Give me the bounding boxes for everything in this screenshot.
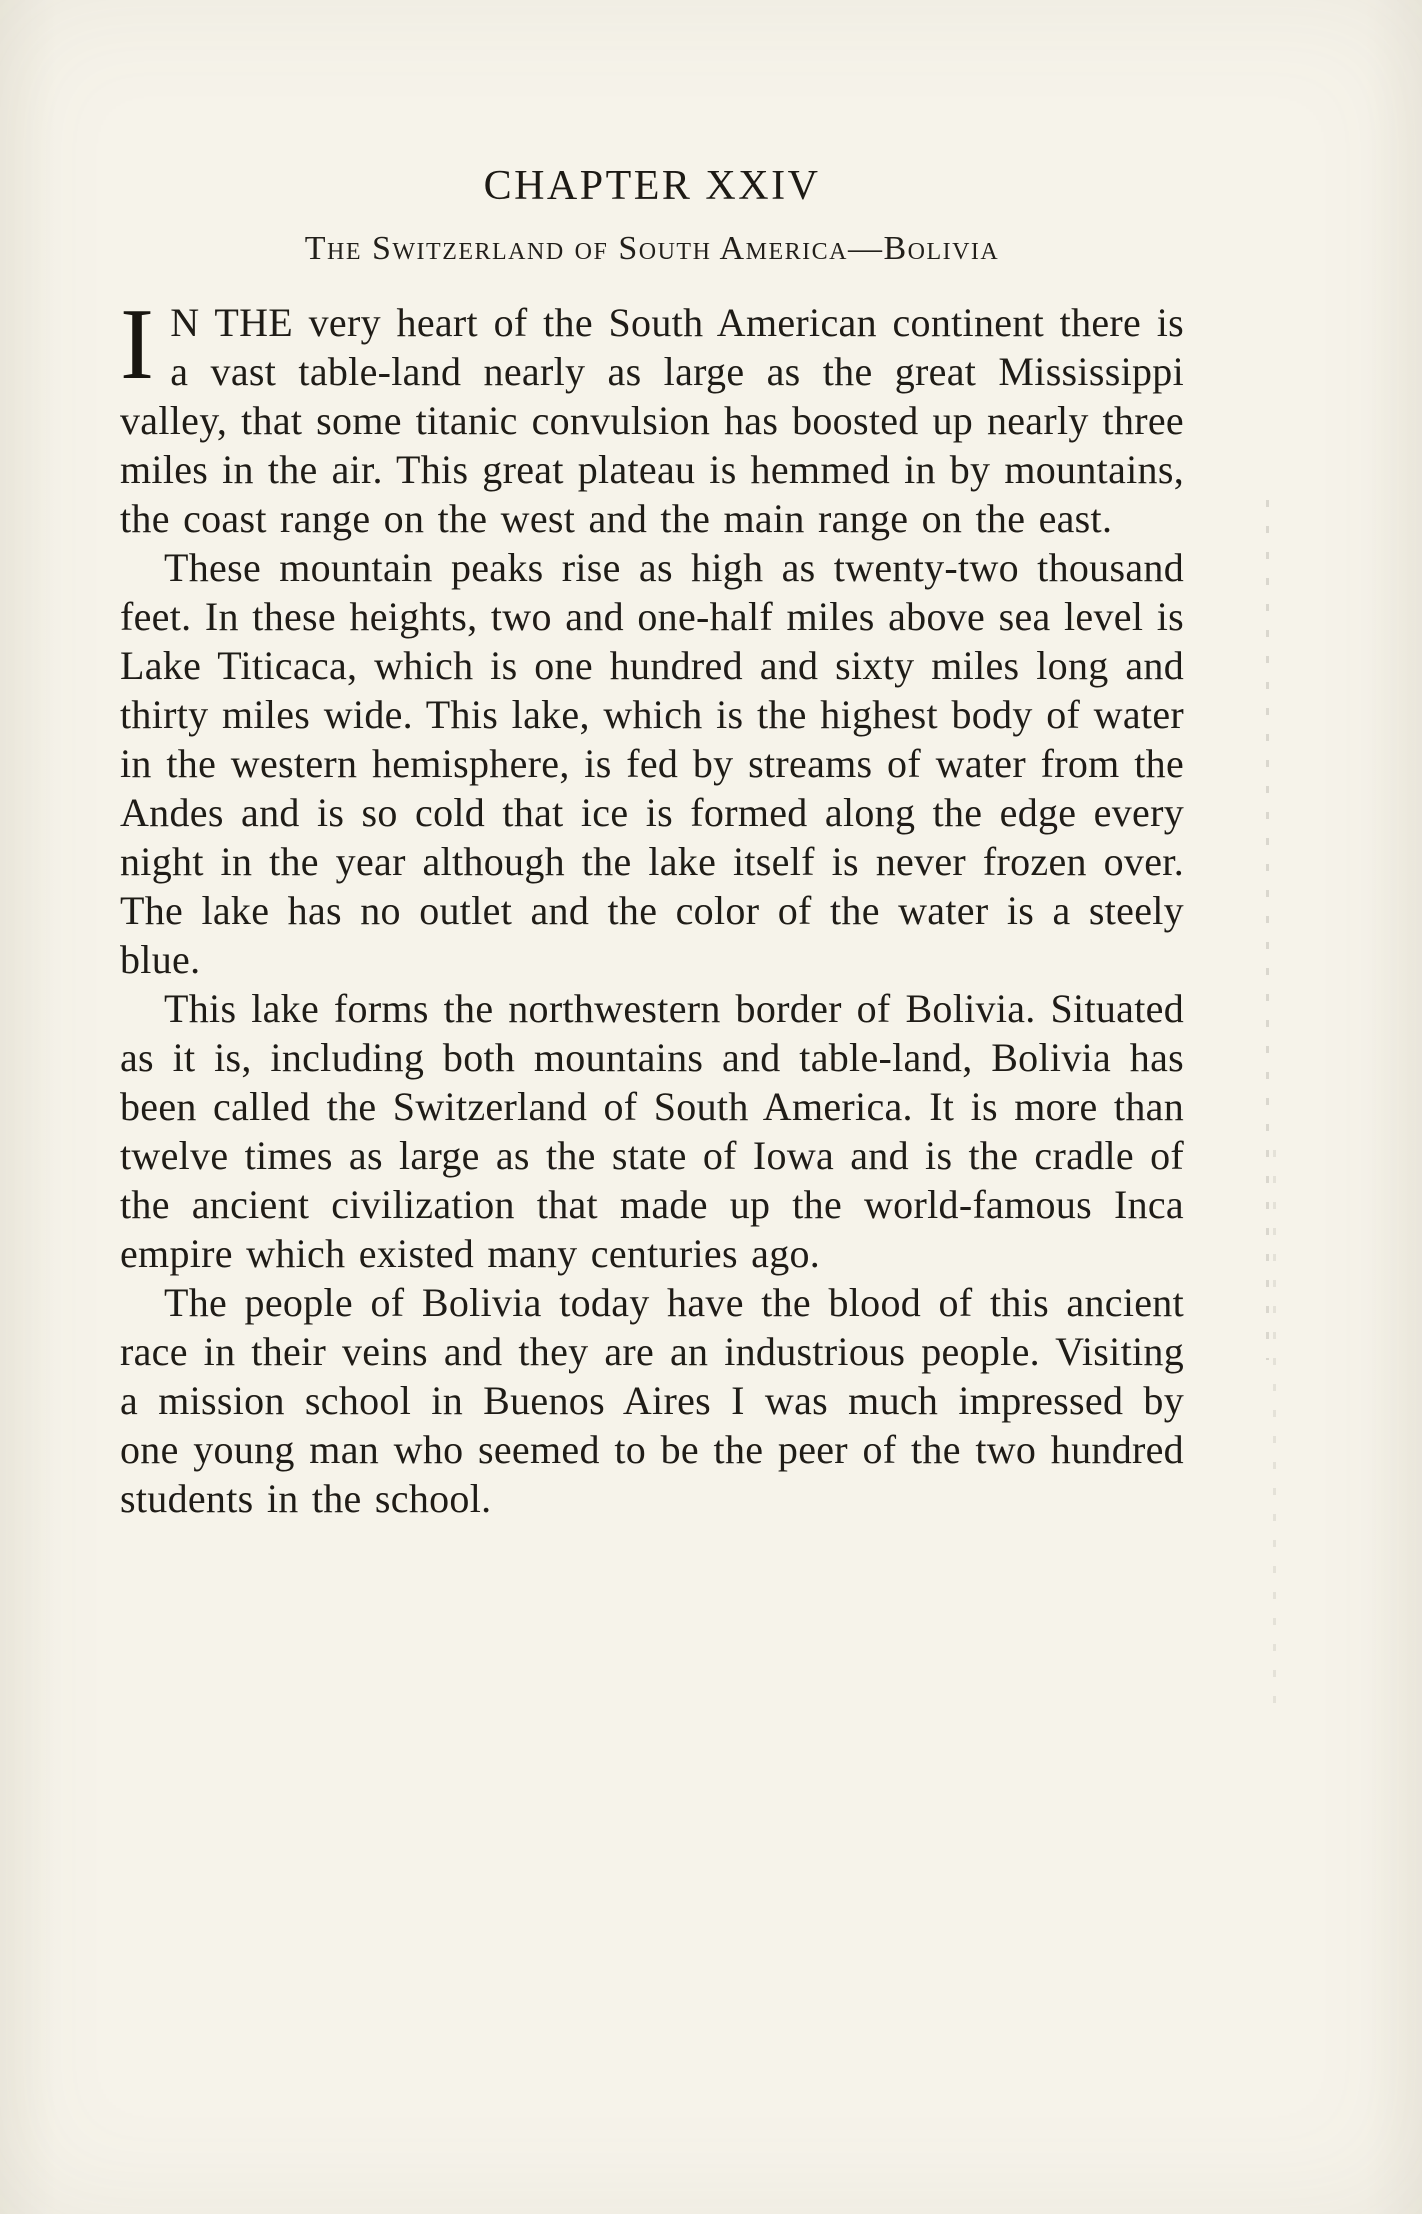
chapter-heading: CHAPTER XXIV [483, 163, 821, 209]
body-text [120, 288, 1184, 1523]
paragraph: This lake forms the northwestern border of Bolivia. Situated as it is, including both mountains and table-land, Bolivia has been called the Switzerland of South America. It is more than twelve times as large as the state of Iowa and is the cradle of the ancient civilization that made up the world-famous Inca empire which existed many centuries ago. [120, 986, 1184, 1276]
paragraph: These mountain peaks rise as high as twenty-two thousand feet. In these heights, two and one-half miles above sea level is Lake Titicaca, which is one hundred and sixty miles long and thirty miles wide. This lake, which is the highest body of water in the western hemisphere, is fed by streams of water from the Andes and is so cold that ice is formed along the edge every night in the year although the lake itself is never frozen over. The lake has no outlet and the color of the water is a steely blue. [120, 545, 1184, 982]
paragraph [120, 288, 1184, 543]
drop-cap: I [120, 288, 155, 401]
paragraph-text: N THE very heart of the South American continent there is a vast table-land nearly as large as the great Mississippi valley, that some titanic convulsion has boosted up nearly three miles in the air. This great plateau is hemmed in by mountains, the coast range on the west and the main range on the east. [120, 300, 1184, 541]
scan-artifact-line [1273, 1150, 1276, 1710]
paragraph: The people of Bolivia today have the blood of this ancient race in their veins and they are an industrious people. Visiting a mission school in Buenos Aires I was much impressed by one young man who seemed to be the peer of the two hundred students in the school. [120, 1280, 1184, 1521]
chapter-subtitle: The Switzerland of South America—Bolivia [304, 230, 1000, 267]
scan-artifact-line [1266, 500, 1269, 1360]
